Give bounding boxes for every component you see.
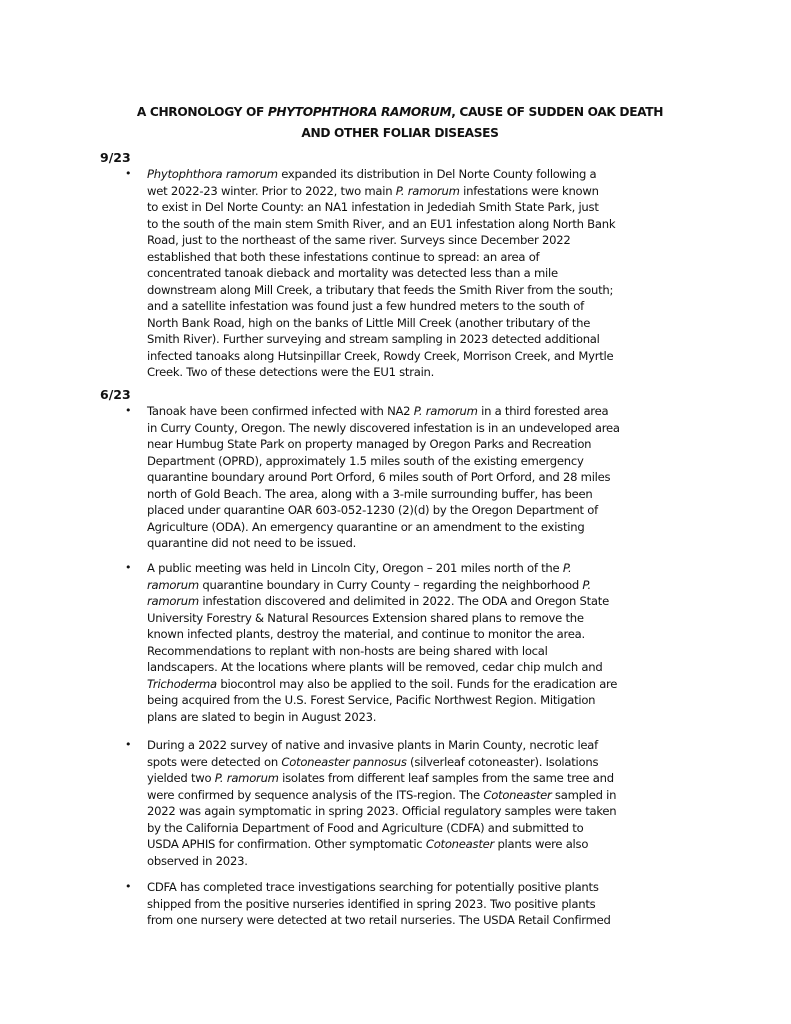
list-item xyxy=(125,560,707,725)
text-line: near Humbug State Park on property managed by Oregon Parks and Recreation xyxy=(147,437,592,451)
text-line: plans are slated to begin in August 2023. xyxy=(147,709,377,724)
text-line: quarantine boundary around Port Orford, 6 miles south of Port Orford, and 28 miles xyxy=(147,470,611,484)
title-line-2: AND OTHER FOLIAR DISEASES xyxy=(301,126,499,140)
text-line: Smith River). Further surveying and stream sampling in 2023 detected additional xyxy=(147,332,600,346)
text-line: concentrated tanoak dieback and mortality was detected less than a mile xyxy=(147,266,558,280)
section-date: 6/23 xyxy=(100,387,131,402)
text-line: yielded two P. ramorum isolates from different leaf samples from the same tree and xyxy=(147,771,614,785)
list-item xyxy=(125,403,707,552)
text-line: Tanoak have been confirmed infected with NA2 P. ramorum in a third forested area xyxy=(147,404,609,418)
text-line: Trichoderma biocontrol may also be applied to the soil. Funds for the eradication are xyxy=(147,676,618,691)
text-line: North Bank Road, high on the banks of Little Mill Creek (another tributary of the xyxy=(147,315,591,330)
list-item xyxy=(125,737,707,869)
text-line: shipped from the positive nurseries identified in spring 2023. Two positive plants xyxy=(147,896,596,911)
text-line: ramorum infestation discovered and delimited in 2022. The ODA and Oregon State xyxy=(147,594,609,608)
section-date: 9/23 xyxy=(100,150,131,165)
text-line: known infected plants, destroy the material, and continue to monitor the area. xyxy=(147,627,585,641)
text-line: were confirmed by sequence analysis of the ITS-region. The Cotoneaster sampled in xyxy=(147,787,617,802)
document-title xyxy=(100,102,700,144)
text-line: being acquired from the U.S. Forest Service, Pacific Northwest Region. Mitigation xyxy=(147,693,596,707)
text-line: quarantine did not need to be issued. xyxy=(147,536,356,550)
text-line: Agriculture (ODA). An emergency quarantine or an amendment to the existing xyxy=(147,519,585,534)
text-line: established that both these infestations continue to spread: an area of xyxy=(147,249,540,264)
text-line: north of Gold Beach. The area, along with a 3-mile surrounding buffer, has been xyxy=(147,486,593,501)
text-line: ramorum quarantine boundary in Curry County – regarding the neighborhood P. xyxy=(147,577,591,592)
text-line: placed under quarantine OAR 603-052-1230 (2)(d) by the Oregon Department of xyxy=(147,503,598,517)
text-line: A public meeting was held in Lincoln City, Oregon – 201 miles north of the P. xyxy=(147,561,572,575)
text-line: by the California Department of Food and Agriculture (CDFA) and submitted to xyxy=(147,820,584,835)
text-line: wet 2022-23 winter. Prior to 2022, two main P. ramorum infestations were known xyxy=(147,183,599,198)
list-item xyxy=(125,166,707,381)
text-line: in Curry County, Oregon. The newly discovered infestation is in an undeveloped area xyxy=(147,420,620,435)
bullet-icon: • xyxy=(125,561,132,574)
text-line: Phytophthora ramorum expanded its distribution in Del Norte County following a xyxy=(147,167,597,181)
bullet-icon: • xyxy=(125,404,132,417)
text-line: University Forestry & Natural Resources Extension shared plans to remove the xyxy=(147,610,584,625)
list-item xyxy=(125,879,707,929)
text-line: USDA APHIS for confirmation. Other symptomatic Cotoneaster plants were also xyxy=(147,837,589,851)
text-line: CDFA has completed trace investigations searching for potentially positive plants xyxy=(147,880,599,894)
text-line: spots were detected on Cotoneaster pannosus (silverleaf cotoneaster). Isolations xyxy=(147,754,599,769)
text-line: infected tanoaks along Hutsinpillar Creek, Rowdy Creek, Morrison Creek, and Myrtle xyxy=(147,348,614,363)
text-line: to exist in Del Norte County: an NA1 infestation in Jedediah Smith State Park, just xyxy=(147,200,599,214)
text-line: Road, just to the northeast of the same river. Surveys since December 2022 xyxy=(147,233,571,247)
text-line: observed in 2023. xyxy=(147,853,248,868)
bullet-icon: • xyxy=(125,880,132,893)
text-line: downstream along Mill Creek, a tributary that feeds the Smith River from the south; xyxy=(147,282,614,297)
text-line: and a satellite infestation was found just a few hundred meters to the south of xyxy=(147,299,584,313)
text-line: During a 2022 survey of native and invasive plants in Marin County, necrotic leaf xyxy=(147,738,598,752)
text-line: Recommendations to replant with non-hosts are being shared with local xyxy=(147,643,548,658)
text-line: to the south of the main stem Smith River, and an EU1 infestation along North Bank xyxy=(147,216,616,231)
bullet-icon: • xyxy=(125,738,132,751)
bullet-icon: • xyxy=(125,167,132,180)
text-line: landscapers. At the locations where plants will be removed, cedar chip mulch and xyxy=(147,660,603,674)
text-line: 2022 was again symptomatic in spring 2023. Official regulatory samples were taken xyxy=(147,804,617,818)
text-line: from one nursery were detected at two retail nurseries. The USDA Retail Confirmed xyxy=(147,913,611,927)
title-line-1: A CHRONOLOGY OF PHYTOPHTHORA RAMORUM, CAUSE OF SUDDEN OAK DEATH xyxy=(136,105,664,119)
text-line: Department (OPRD), approximately 1.5 miles south of the existing emergency xyxy=(147,453,584,468)
text-line: Creek. Two of these detections were the EU1 strain. xyxy=(147,365,435,379)
